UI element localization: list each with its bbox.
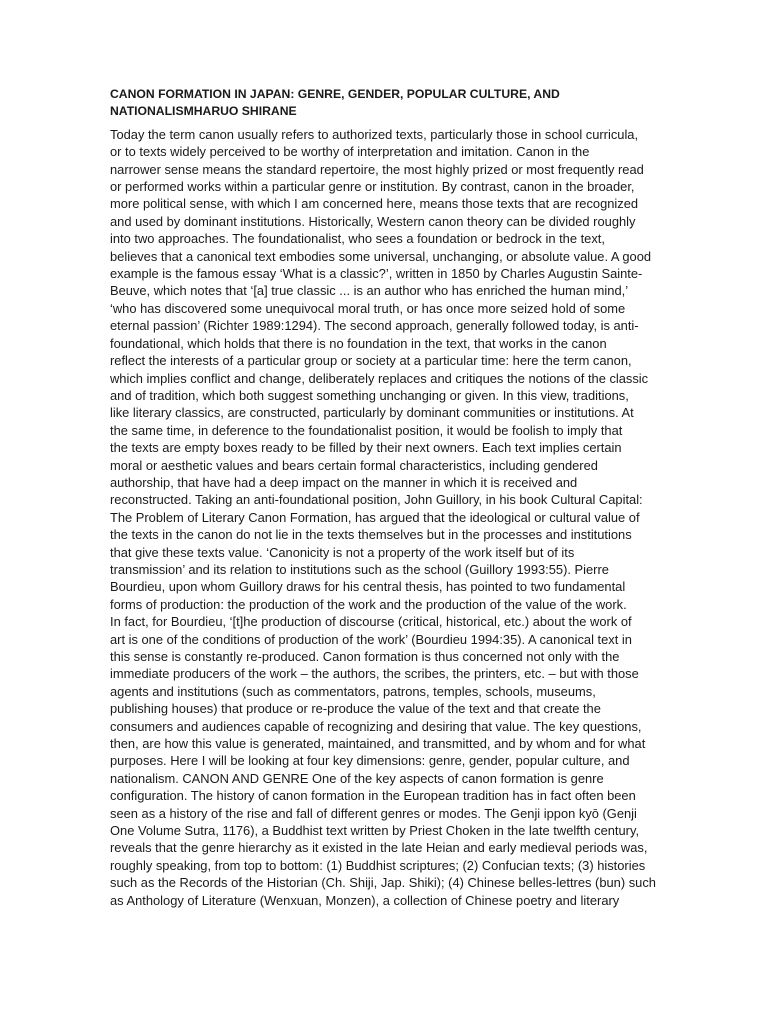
body-line: the same time, in deference to the foundationalist position, it would be foolish to imply that [110, 422, 623, 438]
body-line: moral or aesthetic values and bears certain formal characteristics, including gendered [110, 457, 598, 473]
body-line: and used by dominant institutions. Historically, Western canon theory can be divided roughly [110, 213, 636, 229]
body-line: consumers and audiences capable of recognizing and desiring that value. The key questions, [110, 718, 642, 734]
body-line: ‘who has discovered some unequivocal moral truth, or has once more seized hold of some [110, 300, 626, 316]
body-line: believes that a canonical text embodies some universal, unchanging, or absolute value. A good [110, 248, 652, 264]
body-line: example is the famous essay ‘What is a classic?’, written in 1850 by Charles Augustin Sainte- [110, 266, 643, 282]
body-line: art is one of the conditions of production of the work’ (Bourdieu 1994:35). A canonical text in [110, 631, 632, 647]
body-paragraph [110, 126, 663, 909]
body-line: that give these texts value. ‘Canonicity is not a property of the work itself but of its [110, 544, 575, 560]
body-line: such as the Records of the Historian (Ch. Shiji, Jap. Shiki); (4) Chinese belles-lettres (bun) such [110, 875, 656, 891]
body-line: Beuve, which notes that ‘[a] true classic ... is an author who has enriched the human mind,’ [110, 283, 629, 299]
body-line: forms of production: the production of the work and the production of the value of the work. [110, 596, 627, 612]
body-line: this sense is constantly re-produced. Canon formation is thus concerned not only with the [110, 649, 620, 664]
body-line: into two approaches. The foundationalist, who sees a foundation or bedrock in the text, [110, 231, 605, 247]
body-line: nationalism. CANON AND GENRE One of the key aspects of canon formation is genre [110, 770, 604, 786]
body-line: transmission’ and its relation to institutions such as the school (Guillory 1993:55). Pierre [110, 561, 609, 577]
body-line: the texts are empty boxes ready to be filled by their next owners. Each text implies certain [110, 440, 622, 456]
body-line: or to texts widely perceived to be worthy of interpretation and imitation. Canon in the [110, 144, 590, 160]
body-line: and of tradition, which both suggest something unchanging or given. In this view, traditions, [110, 387, 629, 403]
body-line: purposes. Here I will be looking at four key dimensions: genre, gender, popular culture, and [110, 753, 630, 769]
body-line: roughly speaking, from top to bottom: (1) Buddhist scriptures; (2) Confucian texts; (3) histories [110, 857, 646, 873]
body-line: publishing houses) that produce or re-produce the value of the text and that create the [110, 701, 601, 717]
body-line: narrower sense means the standard repertoire, the most highly prized or most frequently read [110, 161, 644, 177]
body-line: like literary classics, are constructed, particularly by dominant communities or institutions. At [110, 405, 634, 421]
body-line: the texts in the canon do not lie in the texts themselves but in the processes and institutions [110, 527, 632, 543]
body-line: In fact, for Bourdieu, ‘[t]he production of discourse (critical, historical, etc.) about the work of [110, 614, 632, 630]
body-line: Bourdieu, upon whom Guillory draws for his central thesis, has pointed to two fundamental [110, 579, 626, 595]
body-line: eternal passion’ (Richter 1989:1294). The second approach, generally followed today, is anti- [110, 318, 639, 334]
body-line: reconstructed. Taking an anti-foundational position, John Guillory, in his book Cultural Capital: [110, 492, 643, 508]
title-line: NATIONALISMHARUO SHIRANE [110, 104, 297, 119]
body-line: which implies conflict and change, deliberately replaces and critiques the notions of the classic [110, 370, 649, 386]
body-line: more political sense, with which I am concerned here, means those texts that are recognized [110, 196, 639, 212]
body-line: The Problem of Literary Canon Formation, has argued that the ideological or cultural value of [110, 509, 640, 525]
body-line: as Anthology of Literature (Wenxuan, Monzen), a collection of Chinese poetry and literary [110, 892, 620, 908]
title-line: CANON FORMATION IN JAPAN: GENRE, GENDER, POPULAR CULTURE, AND [110, 87, 560, 101]
body-line: or performed works within a particular genre or institution. By contrast, canon in the broader, [110, 179, 635, 195]
body-line: reveals that the genre hierarchy as it existed in the late Heian and early medieval periods was, [110, 840, 648, 856]
document-page [110, 86, 663, 909]
body-line: seen as a history of the rise and fall of different genres or modes. The Genji ippon kyō (Genji [110, 805, 637, 821]
body-line: immediate producers of the work – the authors, the scribes, the printers, etc. – but with those [110, 666, 639, 682]
body-line: reflect the interests of a particular group or society at a particular time: here the term canon, [110, 353, 632, 369]
body-line: agents and institutions (such as commentators, patrons, temples, schools, museums, [110, 683, 596, 699]
body-line: One Volume Sutra, 1176), a Buddhist text written by Priest Choken in the late twelfth century, [110, 823, 640, 839]
body-line: then, are how this value is generated, maintained, and transmitted, and by whom and for what [110, 736, 646, 752]
body-line: authorship, that have had a deep impact on the manner in which it is received and [110, 474, 578, 490]
document-title [110, 86, 663, 121]
body-line: Today the term canon usually refers to authorized texts, particularly those in school curricula, [110, 126, 639, 142]
body-line: foundational, which holds that there is no foundation in the text, that works in the canon [110, 335, 607, 351]
body-line: configuration. The history of canon formation in the European tradition has in fact often been [110, 788, 636, 804]
